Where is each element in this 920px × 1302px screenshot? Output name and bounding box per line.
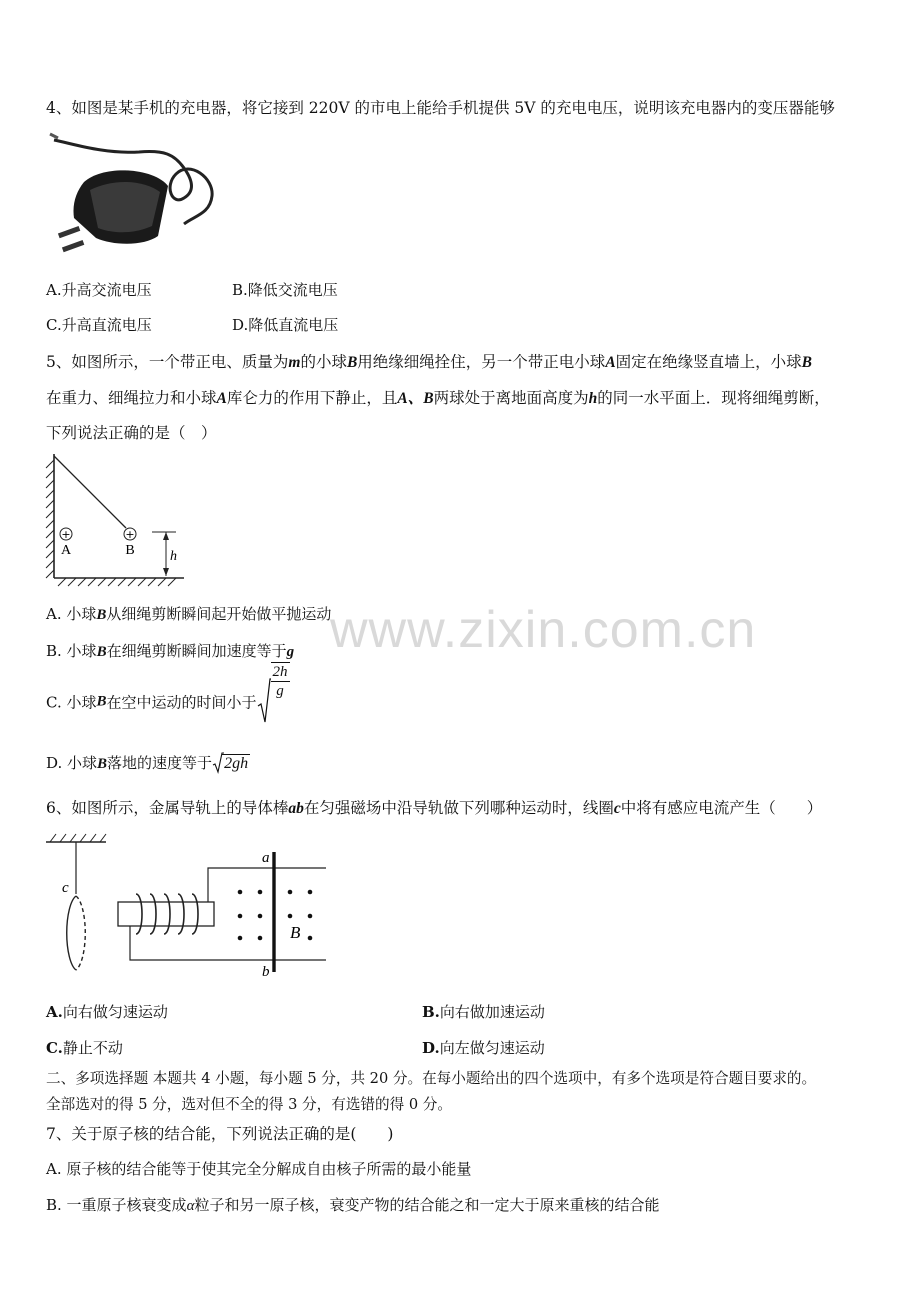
watermark: www.zixin.com.cn (330, 601, 757, 659)
q5-stem-line2: 在重力、细绳拉力和小球A库仑力的作用下静止，且A、B两球处于离地面高度为h的同一水平面上．现将细绳剪断， (46, 389, 830, 407)
q6-figure (44, 832, 330, 980)
q4-option-b[interactable]: B.降低交流电压 (232, 281, 338, 299)
sqrt-2gh: 2gh (212, 754, 250, 773)
q5-option-c[interactable]: C. 小球B在空中运动的时间小于 $\frac{2h}{g}$ (46, 678, 290, 726)
charger-image (44, 134, 229, 260)
svg-text:+: + (61, 528, 71, 541)
section2-heading-line2: 全部选对的得 5 分，选对但不全的得 3 分，有选错的得 0 分。 (46, 1096, 452, 1113)
q4-option-a[interactable]: A.升高交流电压 (46, 281, 152, 299)
q5-option-d[interactable]: D. 小球B落地的速度等于 2gh (46, 754, 249, 772)
q6-option-c[interactable]: C.静止不动 (46, 1039, 123, 1057)
q6-option-d[interactable]: D.向左做匀速运动 (422, 1039, 545, 1057)
svg-text:c: c (62, 880, 69, 896)
q7-option-a[interactable]: A. 原子核的结合能等于使其完全分解成自由核子所需的最小能量 (46, 1160, 472, 1178)
section2-heading-line1: 二、多项选择题 本题共 4 小题，每小题 5 分，共 20 分。在每小题给出的四个选项中，有多个选项是符合题目要求的。 (46, 1070, 817, 1087)
q5-stem-line1: 5、如图所示，一个带正电、质量为m的小球B用绝缘细绳拴住，另一个带正电小球A固定在绝缘竖直墙上，小球B (46, 353, 813, 371)
q6-stem: 6、如图所示，金属导轨上的导体棒ab在匀强磁场中沿导轨做下列哪种运动时，线圈c中将有感应电流产生（ ） (46, 799, 823, 817)
q5-option-a[interactable]: A. 小球B从细绳剪断瞬间起开始做平抛运动 (46, 605, 332, 623)
q7-stem: 7、关于原子核的结合能，下列说法正确的是( ) (46, 1125, 394, 1143)
svg-text:A: A (60, 543, 72, 558)
q4-stem: 4、如图是某手机的充电器，将它接到 220V 的市电上能给手机提供 5V 的充电电压，说明该充电器内的变压器能够 (46, 99, 835, 117)
q5-stem-line3: 下列说法正确的是（ ） (46, 424, 217, 442)
sqrt-2h-over-g: $\frac{2h}{g}$ (257, 678, 290, 726)
svg-text:h: h (170, 549, 177, 564)
q4-option-d[interactable]: D.降低直流电压 (232, 316, 339, 334)
q4-option-c[interactable]: C.升高直流电压 (46, 316, 152, 334)
q5-option-b[interactable]: B. 小球B在细绳剪断瞬间加速度等于g (46, 642, 295, 660)
svg-text:B: B (125, 543, 135, 558)
svg-text:+: + (125, 528, 135, 541)
svg-text:B: B (290, 923, 301, 942)
q7-option-b[interactable]: B. 一重原子核衰变成α粒子和另一原子核，衰变产物的结合能之和一定大于原来重核的结合能 (46, 1196, 660, 1214)
q6-option-a[interactable]: A.向右做匀速运动 (46, 1003, 168, 1021)
svg-text:a: a (262, 850, 270, 866)
q6-option-b[interactable]: B.向右做加速运动 (422, 1003, 545, 1021)
q5-figure (44, 452, 189, 590)
svg-text:b: b (262, 964, 270, 980)
